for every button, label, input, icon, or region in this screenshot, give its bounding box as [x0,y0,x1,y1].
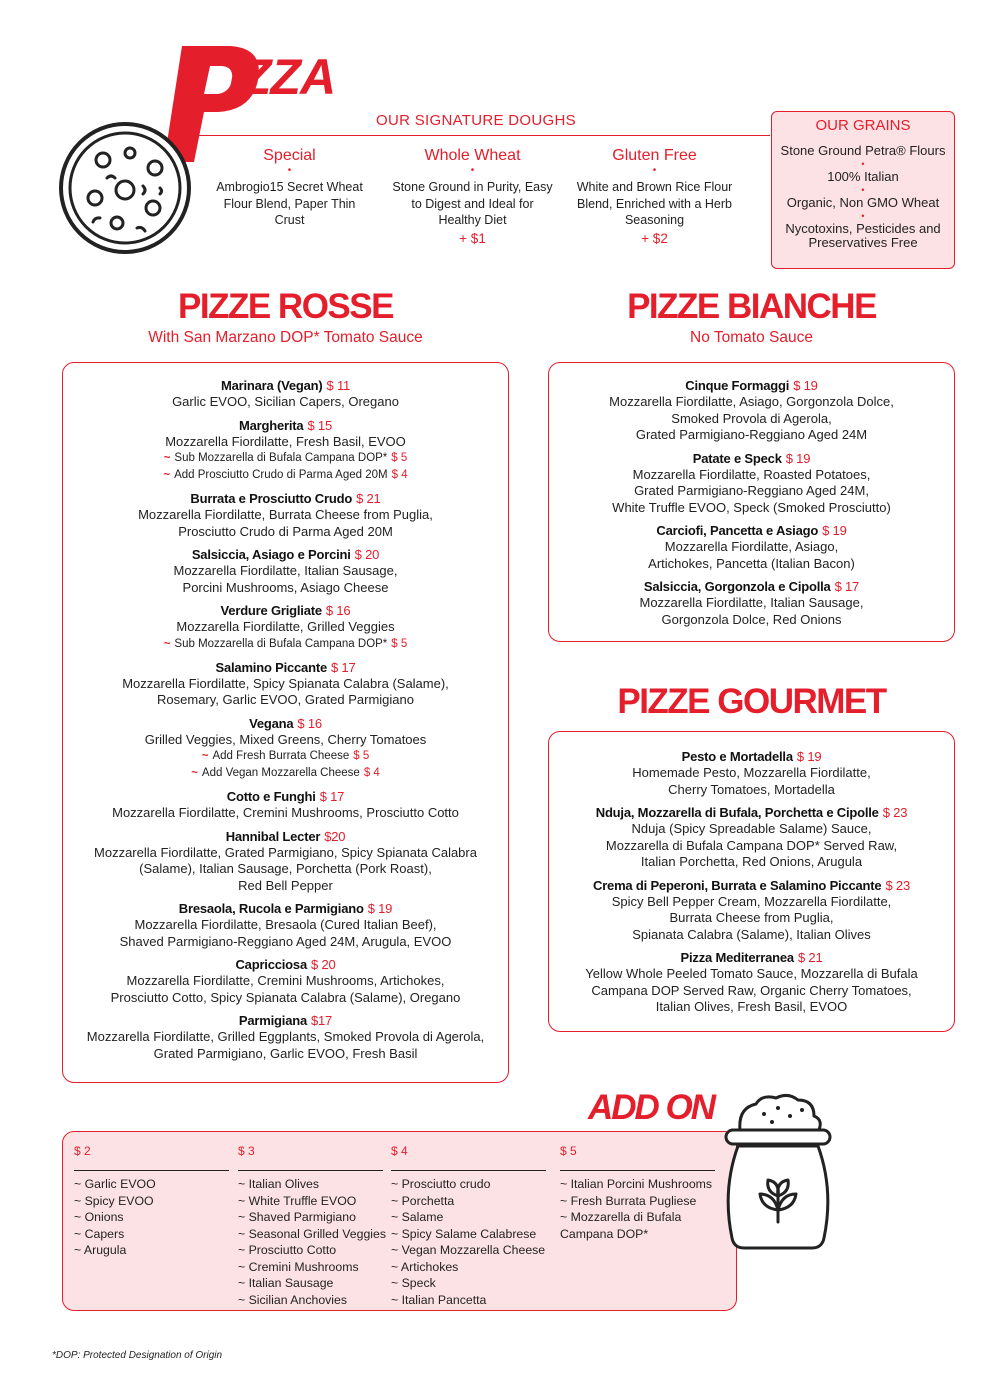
option-price: $ 4 [363,767,380,779]
gourmet-menu-box [548,731,955,1032]
addon-column-5 [560,1144,715,1242]
item-description: Gorgonzola Dolce, Red Onions [661,611,842,627]
item-description: Shaved Parmigiano-Reggiano Aged 24M, Arugula, EVOO [119,933,452,949]
addon-item: ~ Spicy EVOO [74,1193,154,1208]
menu-item [63,377,508,411]
addon-price: $ 4 [391,1144,408,1158]
item-name-line [63,828,508,845]
option-text: Sub Mozzarella di Bufala Campana DOP* [174,637,388,650]
tilde-mark: ~ [201,750,209,762]
item-name: Cotto e Funghi [226,789,316,804]
dough-special [197,147,382,229]
item-price: $ 16 [325,603,351,618]
item-description: Mozzarella Fiordilatte, Cremini Mushrooms, Prosciutto Cotto [112,805,459,820]
addon-item: ~ Cremini Mushrooms [238,1259,359,1274]
menu-item [63,417,508,485]
addon-item: ~ Arugula [74,1243,127,1257]
menu-item [63,1012,508,1062]
option-text: Sub Mozzarella di Bufala Campana DOP* [174,452,388,464]
item-name-line [549,450,954,467]
dough-whole-wheat [380,147,565,246]
item-description: Grilled Veggies, Mixed Greens, Cherry Tomatoes [144,731,427,747]
dough-desc-line: Crust [274,213,305,227]
item-description: Mozzarella di Bufala Campana DOP* Served Raw, [605,837,898,853]
addon-item: Campana DOP* [560,1226,649,1241]
item-description: Grated Parmigiano-Reggiano Aged 24M, [634,483,869,498]
rosse-subtitle: With San Marzano DOP* Tomato Sauce [148,329,423,346]
item-description: Mozzarella Fiordilatte, Grated Parmigiano, Spicy Spianata Calabra [94,844,477,860]
grains-item: Nycotoxins, Pesticides and Preservatives Free [785,221,941,250]
item-name-line [63,602,508,619]
item-description: Mozzarella Fiordilatte, Spicy Spianata Calabra (Salame), [122,675,449,691]
item-name: Hannibal Lecter [225,828,321,844]
item-name: Capricciosa [235,957,307,972]
menu-item [549,949,954,1016]
item-price: $ 19 [793,378,818,393]
item-description: Mozzarella Fiordilatte, Cremini Mushrooms, Artichokes, [126,973,445,988]
dough-desc-line: Seasoning [624,213,685,227]
item-price: $ 21 [356,491,381,506]
addon-list [560,1176,715,1242]
option-price: $ 5 [391,637,408,650]
item-name-line [63,490,508,507]
item-name-line [63,788,508,805]
dough-desc-line: Stone Ground in Purity, Easy [392,180,553,194]
item-description: Artichokes, Pancetta (Italian Bacon) [648,555,855,571]
menu-item [63,602,508,653]
option-text: Add Prosciutto Crudo di Parma Aged 20M [174,469,388,481]
grains-title: OUR GRAINS [815,117,911,134]
item-name: Salsiccia, Gorgonzola e Cipolla [643,579,831,594]
menu-item [549,804,954,871]
item-name: Marinara (Vegan) [220,378,323,393]
dough-desc-line: White and Brown Rice Flour [576,180,733,194]
addon-item: ~ Italian Sausage [238,1276,334,1290]
addon-item: ~ Vegan Mozzarella Cheese [391,1243,546,1257]
item-description: Mozzarella Fiordilatte, Asiago, Gorgonzola Dolce, [609,394,894,409]
addon-item: ~ Italian Olives [238,1177,319,1191]
menu-item [63,490,508,540]
item-price: $ 23 [882,805,908,820]
item-name-line [63,956,508,973]
addon-item: ~ Prosciutto Cotto [238,1243,337,1257]
item-price: $ 16 [297,715,322,731]
addon-title: ADD ON [588,1088,715,1127]
menu-item [63,546,508,596]
item-name-line [63,546,508,563]
item-description: Campana DOP Served Raw, Organic Cherry Tomatoes, [591,982,912,998]
doughs-divider [195,135,770,136]
menu-item [549,377,954,444]
item-description: Porcini Mushrooms, Asiago Cheese [182,579,389,595]
dough-desc-line: to Digest and Ideal for [411,196,534,211]
item-name-line [549,949,954,966]
dough-name: Gluten Free [612,147,697,164]
menu-item [549,450,954,517]
item-name-line [549,377,954,394]
item-name: Parmigiana [238,1013,307,1028]
item-description: Smoked Provola di Agerola, [671,410,832,426]
menu-item [549,748,954,798]
addon-price: $ 2 [74,1144,91,1158]
item-price: $ 19 [796,749,822,764]
item-name-line [63,900,508,917]
addon-divider [391,1170,546,1171]
item-description: Spianata Calabra (Salame), Italian Olives [632,926,871,942]
item-description: Rosemary, Garlic EVOO, Grated Parmigiano [157,692,414,707]
item-description: Cherry Tomatoes, Mortadella [668,781,835,797]
addon-item: ~ Garlic EVOO [74,1177,156,1191]
flour-sack-icon [718,1090,836,1260]
menu-item [549,877,954,944]
item-description: Mozzarella Fiordilatte, Bresaola (Cured Italian Beef), [134,917,437,932]
bianche-menu-box [548,362,955,642]
option-price: $ 5 [353,750,370,762]
dough-name: Whole Wheat [424,147,521,164]
addon-item: ~ Italian Pancetta [391,1292,487,1307]
dough-gluten-free [562,147,747,246]
item-price: $ 19 [367,901,393,916]
option-price: $ 5 [391,452,408,464]
item-price: $ 19 [822,523,847,538]
dough-price: + $2 [641,230,668,246]
item-description: Grated Parmigiano, Garlic EVOO, Fresh Basil [153,1045,418,1061]
item-name: Salamino Piccante [215,659,327,675]
dough-desc-line: Blend, Enriched with a Herb [577,196,732,211]
bianche-subtitle: No Tomato Sauce [690,329,813,346]
item-price: $ 17 [319,789,345,804]
dot-divider: • [287,165,292,176]
tilde-mark: ~ [163,469,171,481]
item-description: Mozzarella Fiordilatte, Grilled Veggies [176,619,395,634]
addon-divider [560,1170,715,1171]
item-description: Mozzarella Fiordilatte, Burrata Cheese from Puglia, [138,507,433,522]
addon-item: ~ Spicy Salame Calabrese [391,1226,537,1241]
item-description: Nduja (Spicy Spreadable Salame) Sauce, [631,821,872,836]
item-name-line [549,804,954,821]
item-price: $ 17 [330,659,356,675]
item-name: Salsiccia, Asiago e Porcini [191,547,351,562]
menu-item [63,900,508,950]
item-name: Pesto e Mortadella [681,749,793,764]
gourmet-title: PIZZE GOURMET [617,682,886,721]
item-description: Mozzarella Fiordilatte, Grilled Eggplants, Smoked Provola di Agerola, [86,1029,485,1044]
item-description: Mozzarella Fiordilatte, Fresh Basil, EVOO [165,433,406,449]
item-name: Nduja, Mozzarella di Bufala, Porchetta e Cipolle [595,805,879,820]
item-price: $20 [324,828,346,844]
option-price: $ 4 [391,469,408,481]
item-name: Burrata e Prosciutto Crudo [190,491,353,506]
option-text: Add Vegan Mozzarella Cheese [201,767,360,779]
item-option [63,636,508,653]
addon-item: ~ Speck [391,1276,436,1290]
item-price: $ 20 [354,547,380,562]
addon-item: ~ Mozzarella di Bufala [560,1210,682,1224]
item-name: Vegana [249,715,294,731]
item-name-line [63,659,508,676]
addon-item: ~ Capers [74,1226,125,1241]
item-description: White Truffle EVOO, Speck (Smoked Prosciutto) [612,499,891,515]
addon-item: ~ Seasonal Grilled Veggies [238,1226,387,1241]
addon-item: ~ Sicilian Anchovies [238,1292,348,1307]
item-price: $ 11 [326,378,351,393]
tilde-mark: ~ [163,452,171,464]
addon-price: $ 5 [560,1144,577,1158]
item-price: $ 20 [311,957,336,972]
addon-divider [238,1170,383,1171]
item-description: Italian Porchetta, Red Onions, Arugula [640,854,863,869]
grains-box [771,111,955,269]
addon-item: ~ Artichokes [391,1259,459,1274]
addon-column-4 [391,1144,546,1308]
item-description: Burrata Cheese from Puglia, [669,910,834,925]
item-name-line [63,1012,508,1029]
item-name: Margherita [239,417,304,433]
addon-box [62,1131,737,1311]
menu-item [63,956,508,1006]
dot-divider: • [652,165,657,176]
item-price: $ 15 [307,417,332,433]
option-text: Add Fresh Burrata Cheese [212,750,350,762]
menu-title: IZZA [228,49,336,105]
item-name-line [549,748,954,765]
dot-divider: • [470,165,475,176]
addon-column-3 [238,1144,387,1308]
item-description: Red Bell Pepper [238,877,333,893]
item-description: Mozzarella Fiordilatte, Asiago, [664,539,839,554]
dough-name: Special [263,147,316,164]
addon-price: $ 3 [238,1144,255,1158]
item-option [63,450,508,467]
item-description: Mozzarella Fiordilatte, Roasted Potatoes, [632,466,871,482]
menu-item [549,578,954,628]
item-name-line [63,377,508,394]
item-description: Grated Parmigiano-Reggiano Aged 24M [635,427,868,442]
item-price: $ 17 [834,579,860,594]
menu-item [549,522,954,572]
addon-item: ~ Italian Porcini Mushrooms [560,1177,713,1191]
item-price: $ 23 [885,877,910,893]
addon-divider [74,1170,229,1171]
doughs-heading: OUR SIGNATURE DOUGHS [376,112,576,129]
dough-desc-line: Healthy Diet [438,213,507,227]
item-description: Homemade Pesto, Mozzarella Fiordilatte, [632,765,871,780]
item-name: Verdure Grigliate [220,603,322,618]
grains-item: 100% Italian [827,169,899,184]
rosse-title: PIZZE ROSSE [178,287,393,326]
item-option [63,765,508,782]
item-name: Carciofi, Pancetta e Asiago [656,523,819,538]
grains-item: Stone Ground Petra® Flours [780,143,946,158]
item-name: Bresaola, Rucola e Parmigiano [178,901,364,916]
addon-item: ~ White Truffle EVOO [238,1193,357,1208]
footnote: *DOP: Protected Designation of Origin [52,1350,223,1361]
addon-item: ~ Salame [391,1210,444,1224]
item-description: Mozzarella Fiordilatte, Italian Sausage, [173,563,398,578]
addon-item: ~ Shaved Parmigiano [238,1210,356,1224]
item-description: Yellow Whole Peeled Tomato Sauce, Mozzarella di Bufala [585,966,918,981]
item-option [63,467,508,484]
addon-item: ~ Porchetta [391,1193,455,1208]
item-description: Mozzarella Fiordilatte, Italian Sausage, [639,595,864,610]
menu-item [63,715,508,783]
item-description: Italian Olives, Fresh Basil, EVOO [655,999,848,1014]
item-price: $ 19 [785,450,811,466]
addon-column-2 [74,1144,229,1259]
item-name-line [549,522,954,539]
grains-item: Organic, Non GMO Wheat [786,195,940,210]
dot-divider: • [861,159,865,169]
item-name: Crema di Peperoni, Burrata e Salamino Piccante [593,877,882,893]
dough-price: + $1 [459,230,486,246]
item-name-line [549,877,954,894]
dot-divider: • [861,211,865,221]
item-name: Cinque Formaggi [685,378,790,393]
menu-item [63,828,508,895]
item-option [63,748,508,765]
dot-divider: • [861,185,865,195]
item-price: $17 [311,1013,333,1028]
bianche-title: PIZZE BIANCHE [627,287,876,326]
addon-list [74,1176,229,1259]
addon-list [391,1176,546,1308]
dough-desc-line: Ambrogio15 Secret Wheat [216,180,363,194]
item-name-line [63,715,508,732]
rosse-menu-box [62,362,509,1083]
addon-item: ~ Onions [74,1210,124,1224]
addon-item: ~ Prosciutto crudo [391,1177,491,1191]
tilde-mark: ~ [191,767,198,779]
addon-list [238,1176,387,1308]
item-name-line [63,417,508,434]
item-name: Patate e Speck [692,450,782,466]
dough-desc-line: Flour Blend, Paper Thin [223,196,356,211]
item-description: Spicy Bell Pepper Cream, Mozzarella Fiordilatte, [611,893,892,909]
item-name-line [549,578,954,595]
pizza-icon [55,118,195,258]
item-description: Garlic EVOO, Sicilian Capers, Oregano [172,394,399,409]
tilde-mark: ~ [163,637,171,650]
item-name: Pizza Mediterranea [680,950,794,965]
item-description: Prosciutto Cotto, Spicy Spianata Calabra (Salame), Oregano [110,989,461,1005]
item-description: (Salame), Italian Sausage, Porchetta (Pork Roast), [139,861,432,876]
addon-item: ~ Fresh Burrata Pugliese [560,1193,697,1208]
item-price: $ 21 [797,950,823,965]
menu-item [63,659,508,709]
menu-item [63,788,508,822]
item-description: Prosciutto Crudo di Parma Aged 20M [178,523,393,539]
